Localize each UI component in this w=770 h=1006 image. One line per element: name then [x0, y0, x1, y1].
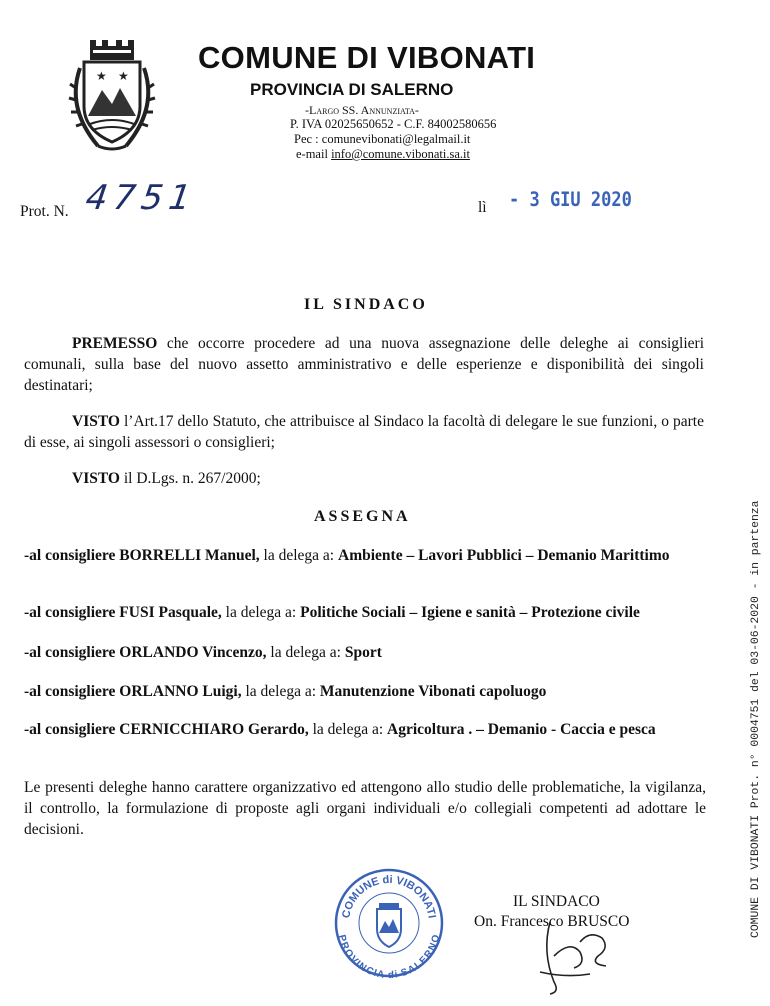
delegation-prefix: -al consigliere — [24, 721, 120, 738]
delegation-areas: Sport — [344, 644, 382, 661]
visto-key-1: VISTO — [72, 413, 120, 430]
delegation-mid: la delega a: — [259, 547, 338, 564]
delegation-mid: la delega a: — [308, 721, 388, 738]
delegation-mid: la delega a: — [266, 644, 345, 661]
comune-crest-logo — [62, 38, 162, 156]
protocol-number-handwritten: 4751 — [83, 178, 200, 218]
delegation-item — [24, 642, 714, 663]
visto-text-2: il D.Lgs. n. 267/2000; — [119, 470, 261, 487]
delegation-prefix: -al consigliere — [24, 683, 120, 700]
delegation-areas: Ambiente – Lavori Pubblici – Demanio Marittimo — [338, 547, 670, 564]
tax-ids: P. IVA 02025650652 - C.F. 84002580656 — [290, 117, 497, 131]
signature-name: On. Francesco BRUSCO — [474, 913, 630, 930]
protocol-side-note: COMUNE DI VIBONATI Prot. n° 0004751 del 03-06-2020 - in partenza — [750, 500, 762, 938]
delegation-areas: Manutenzione Vibonati capoluogo — [319, 683, 547, 700]
premesso-key: PREMESSO — [72, 335, 158, 352]
email-line — [296, 147, 470, 162]
assegna-heading: ASSEGNA — [314, 508, 411, 525]
svg-text:PROVINCIA di SALERNO — [336, 934, 443, 979]
address-line: -Largo SS. Annunziata- — [305, 103, 419, 117]
protocol-label: Prot. N. — [20, 203, 69, 220]
delegation-item — [24, 681, 714, 702]
councillor-name: BORRELLI Manuel, — [119, 547, 260, 564]
svg-text:COMUNE di VIBONATI — [340, 874, 437, 919]
municipal-stamp — [333, 867, 445, 979]
visto-key-2: VISTO — [72, 470, 120, 487]
councillor-name: ORLANDO Vincenzo, — [119, 644, 267, 661]
delegation-prefix: -al consigliere — [24, 644, 120, 661]
date-stamp: - 3 GIU 2020 — [509, 188, 632, 212]
councillor-name: ORLANNO Luigi, — [119, 683, 242, 700]
premesso-text: che occorre procedere ad una nuova assegnazione delle deleghe ai consiglieri comunali, sulla base del nuovo assetto amministrativo e delle esperienze e disponibilità dei singoli destinatari; — [24, 335, 704, 394]
premesso-paragraph — [24, 333, 704, 396]
stamp-bottom-text: PROVINCIA di SALERNO — [335, 933, 443, 979]
delegation-mid: la delega a: — [241, 683, 320, 700]
municipality-title: COMUNE DI VIBONATI — [198, 40, 536, 75]
handwritten-signature — [520, 912, 630, 996]
visto-text-1: l’Art.17 dello Statuto, che attribuisce al Sindaco la facoltà di delegare le sue funzioni, o parte di esse, ai singoli assessori o consiglieri; — [24, 413, 704, 451]
delegation-areas: Politiche Sociali – Igiene e sanità – Protezione civile — [300, 604, 640, 621]
councillor-name: FUSI Pasquale, — [119, 604, 222, 621]
stamp-top-text: COMUNE di VIBONATI — [340, 873, 438, 920]
delegation-prefix: -al consigliere — [24, 604, 120, 621]
closing-paragraph: Le presenti deleghe hanno carattere organizzativo ed attengono allo studio delle problematiche, la vigilanza, il controllo, la formulazione di proposte agli organi individuali e/o collegiali competenti ad adottare le decisioni. — [24, 779, 706, 838]
sindaco-heading: IL SINDACO — [304, 296, 428, 313]
delegation-item — [24, 545, 706, 566]
province-name: PROVINCIA DI SALERNO — [250, 80, 454, 99]
delegation-areas: Agricoltura . – Demanio - Caccia e pesca — [387, 721, 656, 738]
delegation-item — [24, 719, 706, 740]
delegation-prefix: -al consigliere — [24, 547, 120, 564]
visto-dlgs-paragraph — [24, 468, 704, 489]
delegation-mid: la delega a: — [221, 604, 301, 621]
svg-text:★: ★ — [96, 69, 107, 83]
signature-role: IL SINDACO — [513, 893, 600, 910]
email-link[interactable]: info@comune.vibonati.sa.it — [331, 147, 470, 161]
date-prefix: lì — [478, 199, 487, 216]
pec-address: Pec : comunevibonati@legalmail.it — [294, 132, 471, 146]
svg-text:★: ★ — [118, 69, 129, 83]
email-label: e-mail — [296, 147, 332, 161]
councillor-name: CERNICCHIARO Gerardo, — [119, 721, 309, 738]
visto-statuto-paragraph — [24, 411, 704, 453]
delegation-item — [24, 602, 714, 623]
